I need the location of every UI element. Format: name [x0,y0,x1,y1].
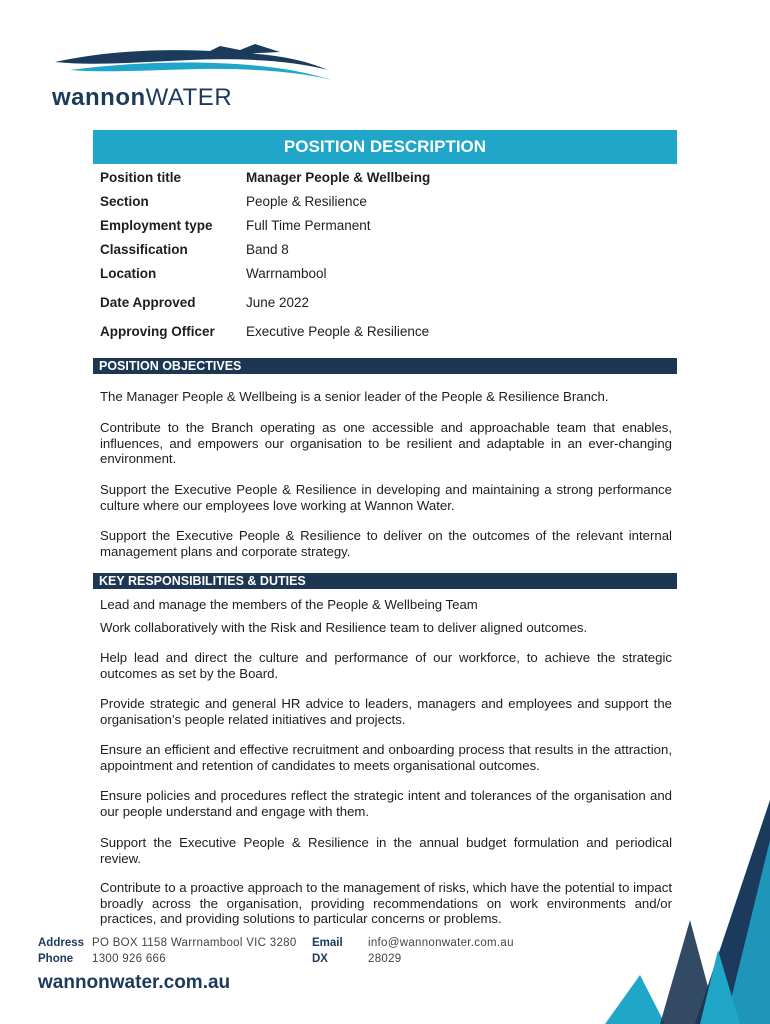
responsibility-paragraph: Ensure policies and procedures reflect the strategic intent and tolerances of the organisation and our people understand and engage with them. [100,788,672,819]
field-value: People & Resilience [246,194,367,209]
address-label: Address [38,937,85,949]
field-label: Classification [100,242,188,257]
logo-wordmark: wannonWATER [52,84,233,111]
field-value: Warrnambool [246,266,327,281]
responsibility-paragraph: Support the Executive People & Resilience in the annual budget formulation and periodical review. [100,835,672,866]
responsibility-paragraph: Provide strategic and general HR advice to leaders, managers and employees and support the organisation’s people related initiatives and projects. [100,696,672,727]
field-label: Section [100,194,149,209]
wave-logo-icon [50,40,340,90]
field-label: Approving Officer [100,324,215,339]
phone-label: Phone [38,953,74,965]
phone-value: 1300 926 666 [92,953,166,965]
field-value: Manager People & Wellbeing [246,170,431,185]
field-classification [100,242,680,262]
section-heading-responsibilities: KEY RESPONSIBILITIES & DUTIES [93,573,677,589]
field-label: Location [100,266,157,281]
dx-value: 28029 [368,953,402,965]
objective-paragraph: The Manager People & Wellbeing is a senior leader of the People & Resilience Branch. [100,389,609,404]
responsibility-paragraph: Work collaboratively with the Risk and Resilience team to deliver aligned outcomes. [100,620,588,635]
field-value: June 2022 [246,295,310,310]
email-label: Email [312,937,343,949]
field-approving-officer [100,324,680,344]
objective-paragraph: Support the Executive People & Resilience in developing and maintaining a strong performance culture where our employees love working at Wannon Water. [100,482,672,513]
responsibility-paragraph: Ensure an efficient and effective recruitment and onboarding process that results in the attraction, appointment and retention of candidates to meets organisational outcomes. [100,742,672,773]
field-section [100,194,680,214]
section-heading-objectives: POSITION OBJECTIVES [93,358,677,374]
field-label: Employment type [100,218,213,233]
field-value: Band 8 [246,242,289,257]
field-label: Date Approved [100,295,196,310]
field-position-title [100,170,680,190]
objective-paragraph: Contribute to the Branch operating as one accessible and approachable team that enables, influences, and empowers our organisation to be resilient and adaptable in an ever-changing environment. [100,420,672,466]
dx-label: DX [312,953,328,965]
objective-paragraph: Support the Executive People & Resilience to deliver on the outcomes of the relevant internal management plans and corporate strategy. [100,528,672,559]
position-description-banner: POSITION DESCRIPTION [93,130,677,164]
field-date-approved [100,295,680,315]
field-location [100,266,680,286]
email-link[interactable]: info@wannonwater.com.au [368,937,514,949]
address-value: PO BOX 1158 Warrnambool VIC 3280 [92,937,297,949]
responsibility-paragraph: Help lead and direct the culture and performance of our workforce, to achieve the strategic outcomes as set by the Board. [100,650,672,681]
field-label: Position title [100,170,181,185]
responsibility-paragraph: Contribute to a proactive approach to the management of risks, which have the potential to impact broadly across the organisation, providing recommendations on work environments and/or practices, and providing solutions to particular concerns or problems. [100,880,672,926]
decorative-triangles-graphic [600,800,770,1024]
field-value: Full Time Permanent [246,218,371,233]
website-link[interactable]: wannonwater.com.au [38,972,231,993]
responsibility-paragraph: Lead and manage the members of the People & Wellbeing Team [100,597,478,612]
field-value: Executive People & Resilience [246,324,430,339]
wannon-water-logo [50,40,340,110]
field-employment-type [100,218,680,238]
